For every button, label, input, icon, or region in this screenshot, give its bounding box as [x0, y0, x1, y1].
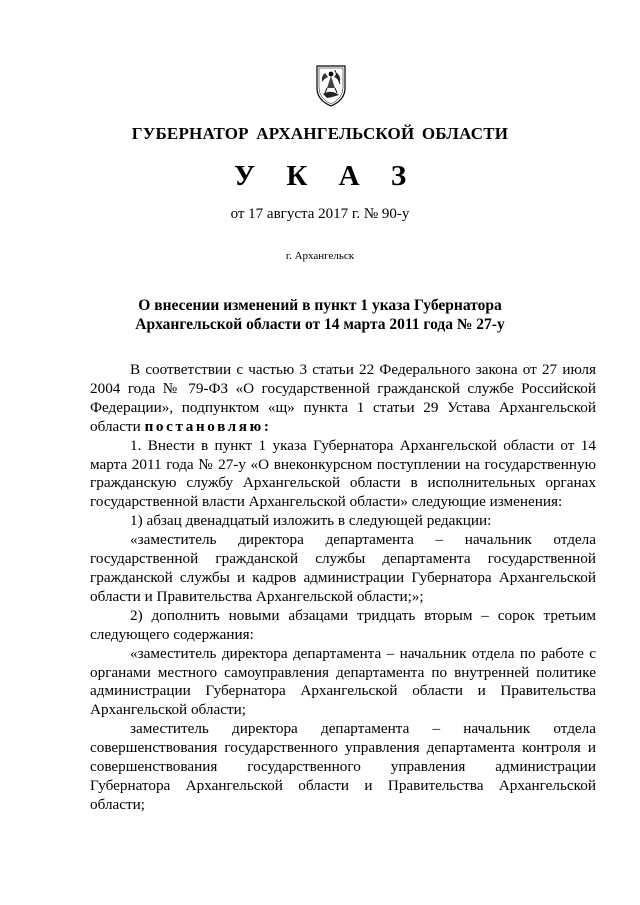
- paragraph-item-1: 1. Внести в пункт 1 указа Губернатора Архангельской области от 14 марта 2011 года № 27-у «О внеконкурсном поступлении на государственную гражданскую службу Архангельской области в исполнительных органах государственной власти Архангельской области» следующие изменения:: [90, 436, 596, 511]
- decree-word: постановляю:: [144, 417, 272, 435]
- document-date-number: от 17 августа 2017 г. № 90-у: [230, 206, 410, 222]
- paragraph-subitem-1: 1) абзац двенадцатый изложить в следующей редакции:: [130, 512, 492, 530]
- document-title: [0, 296, 640, 334]
- title-line-1: О внесении изменений в пункт 1 указа Губернатора: [138, 297, 502, 314]
- issuing-authority: ГУБЕРНАТОР АРХАНГЕЛЬСКОЙ ОБЛАСТИ: [131, 124, 509, 143]
- paragraph-subitem-2: 2) дополнить новыми абзацами тридцать вторым – сорок третьим следующего содержания:: [90, 606, 596, 643]
- paragraph-preamble: [90, 361, 596, 437]
- paragraph-quote-3: заместитель директора департамента – начальник отдела совершенствования государственного управления департамента контроля и совершенствования государственного управления администрации Губернатора Архангельской области и Правительства Архангельской области;: [90, 720, 596, 813]
- document-type: У К А З: [233, 160, 419, 192]
- paragraph-quote-1: «заместитель директора департамента – начальник отдела государственной гражданской службы департамента государственной гражданской службы и кадров администрации Губернатора Архангельской области и Правительства Архангельской области;»;: [90, 531, 596, 605]
- document-body: [90, 361, 596, 815]
- coat-of-arms-icon: [313, 62, 349, 108]
- document-city: г. Архангельск: [285, 250, 355, 262]
- title-line-2: Архангельской области от 14 марта 2011 года № 27-у: [135, 316, 505, 333]
- preamble-text: В соответствии с частью 3 статьи 22 Федерального закона от 27 июля 2004 года № 79-ФЗ «О государственной гражданской службе Российской Федерации», подпунктом «щ» пункта 1 статьи 29 Устава Архангельской области: [90, 361, 596, 435]
- paragraph-quote-2: «заместитель директора департамента – начальник отдела по работе с органами местного самоуправления департамента по внутренней политике администрации Губернатора Архангельской области и Правительства Архангельской области;: [90, 644, 596, 719]
